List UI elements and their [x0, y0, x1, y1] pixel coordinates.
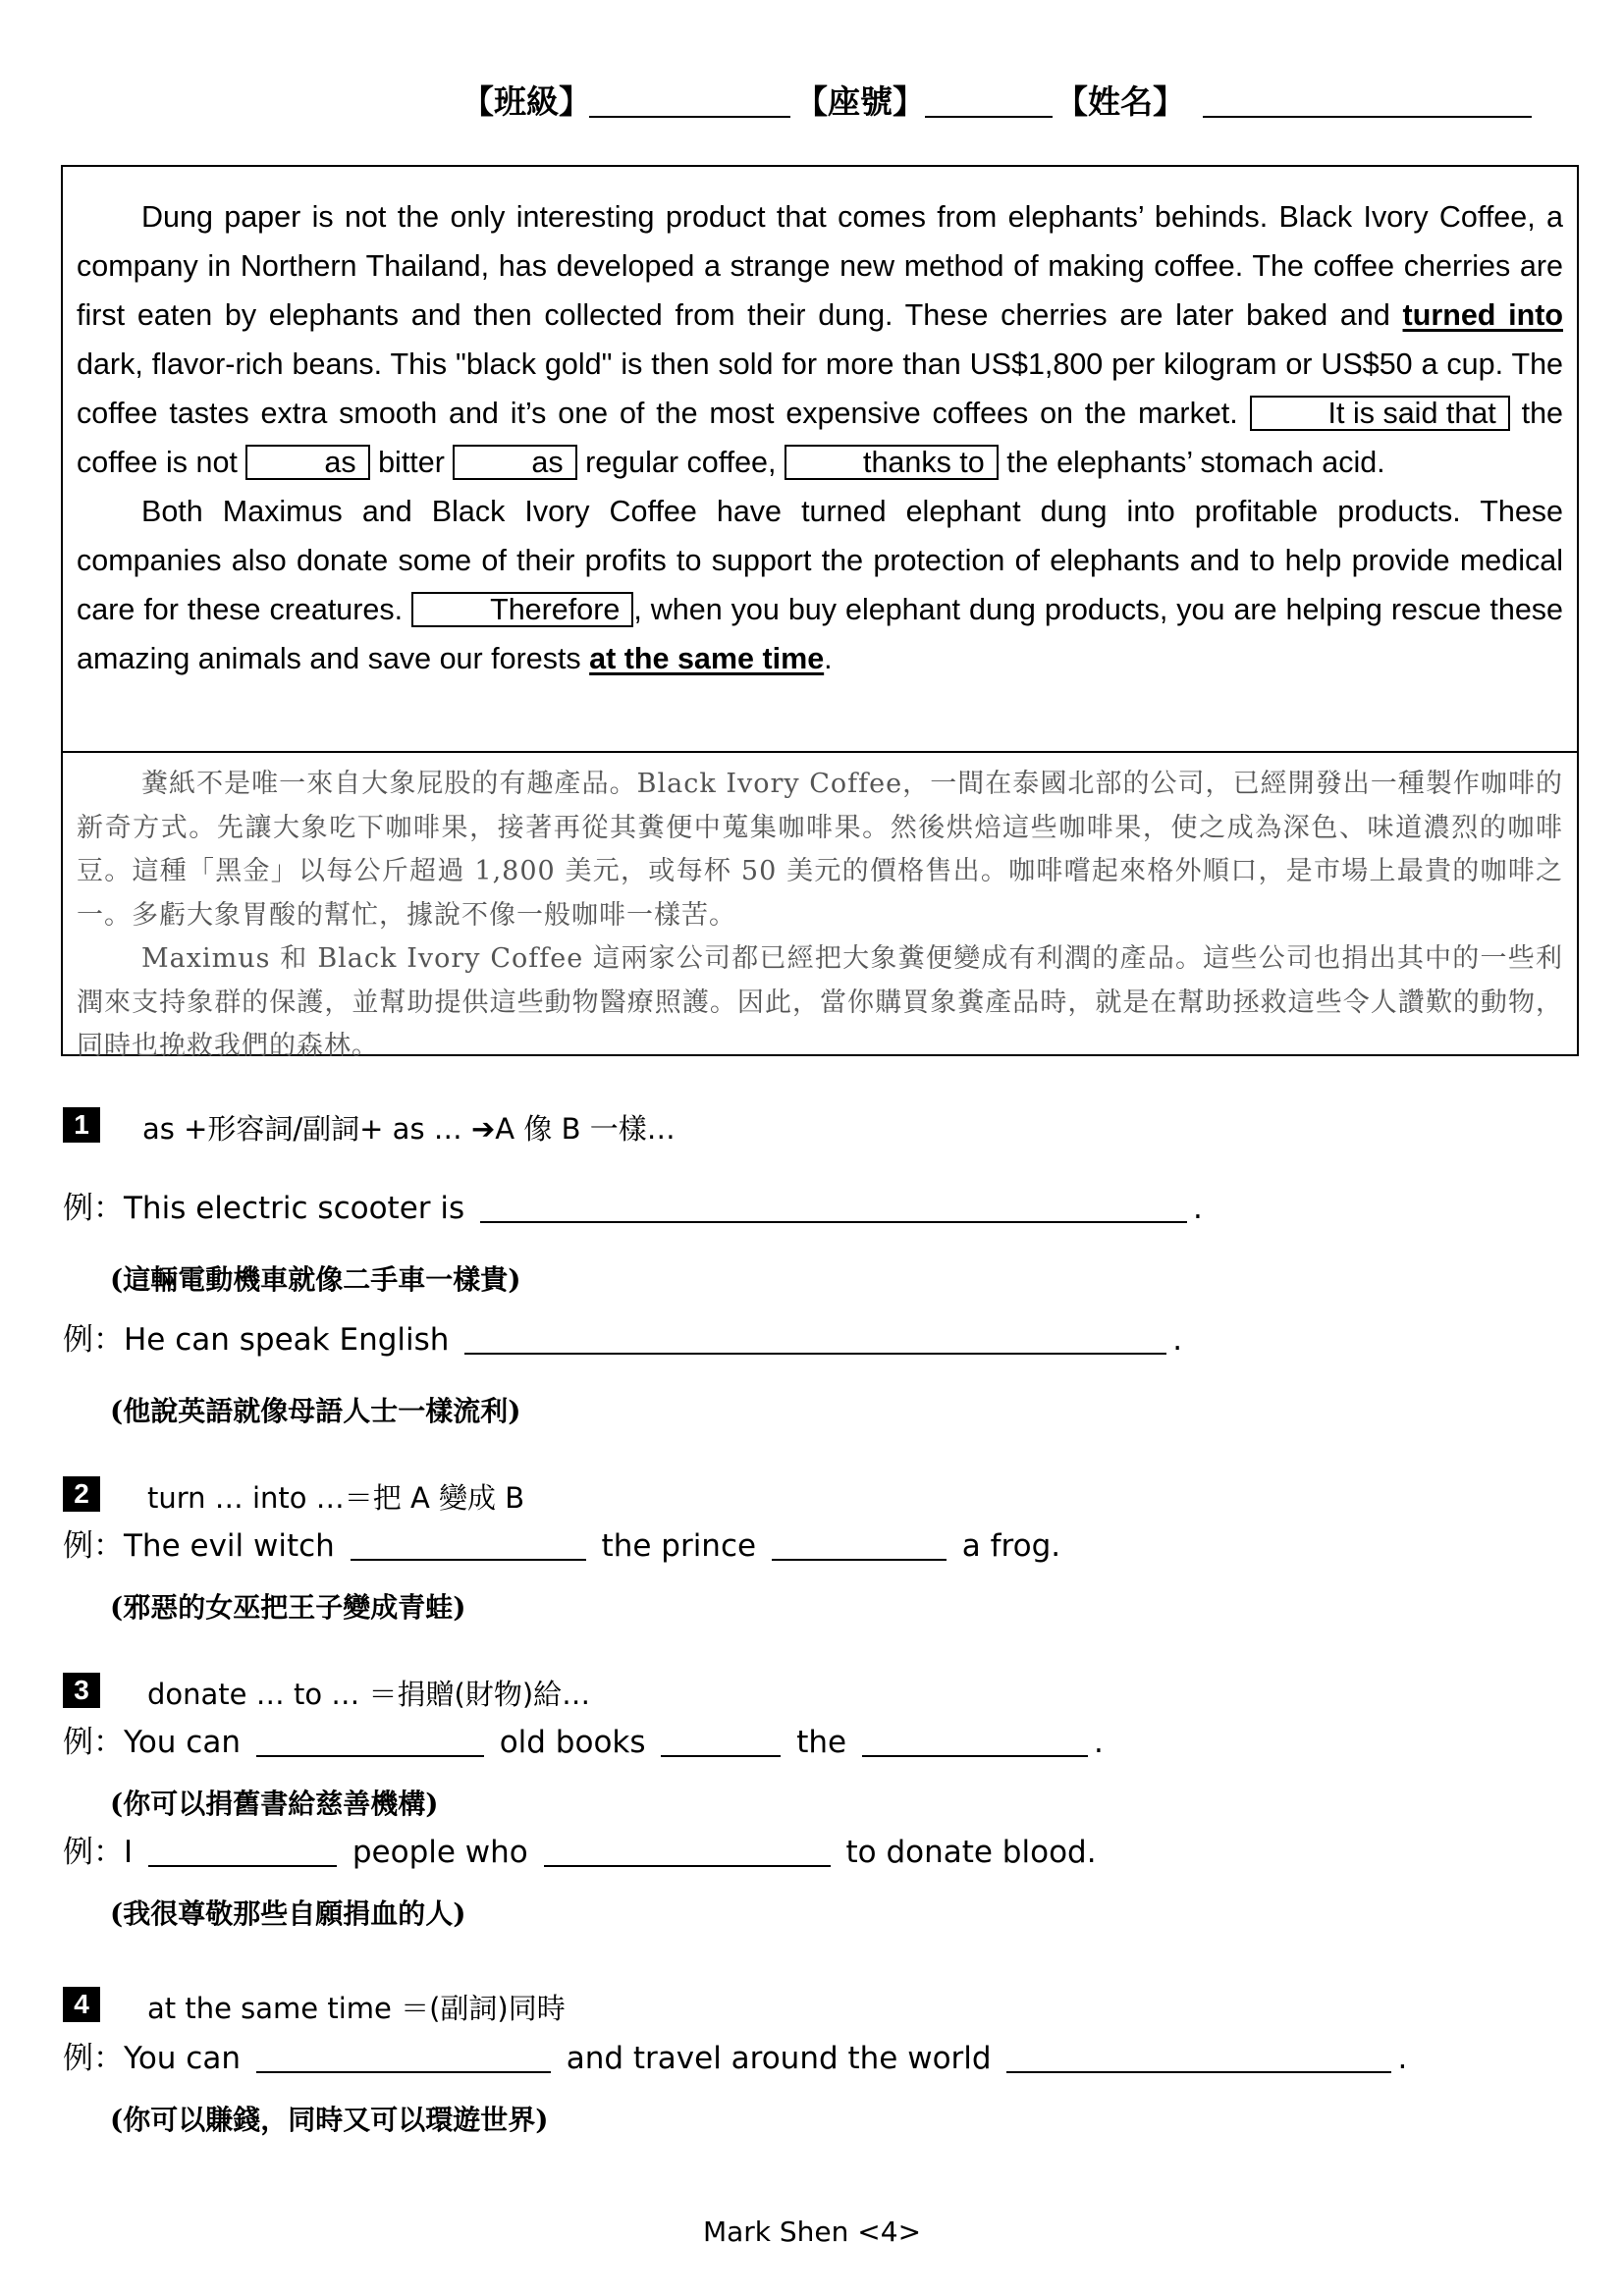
example-prefix: 例：	[63, 1835, 124, 1870]
sentence-text: the	[786, 1725, 856, 1760]
answer-blank[interactable]	[480, 1192, 1187, 1223]
sentence-text: old books	[489, 1725, 656, 1760]
sentence-text: The evil witch	[124, 1528, 345, 1564]
english-paragraph-1	[77, 192, 1563, 487]
seat-label: 【座號】	[795, 82, 925, 121]
class-label: 【班級】	[461, 82, 591, 121]
english-passage	[63, 167, 1577, 753]
class-field[interactable]	[589, 116, 790, 118]
example-prefix: 例：	[63, 1528, 124, 1564]
sentence-text: I	[124, 1835, 142, 1870]
highlight-phrase: at the same time	[589, 642, 825, 675]
example-sentence	[63, 1722, 1104, 1763]
sentence-text: .	[1093, 1725, 1104, 1760]
answer-blank[interactable]	[661, 1726, 781, 1757]
answer-blank[interactable]	[256, 1726, 484, 1757]
reading-passage-box	[61, 165, 1579, 1061]
sentence-text: the prince	[591, 1528, 766, 1564]
answer-blank[interactable]	[464, 1323, 1166, 1355]
example-prefix: 例：	[63, 1322, 124, 1358]
example-prefix: 例：	[63, 1191, 124, 1226]
section-title: at the same time ＝(副詞)同時	[147, 1992, 566, 2025]
chinese-hint: (你可以捐舊書給慈善機構)	[110, 1788, 439, 1820]
example-sentence	[63, 1319, 1182, 1361]
chinese-hint: (邪惡的女巫把王子變成青蛙)	[110, 1591, 466, 1624]
english-paragraph-2	[77, 487, 1563, 683]
seat-field[interactable]	[925, 116, 1053, 118]
text-segment: Both Maximus and Black Ivory Coffee have turned elephant dung into profitable products. These companies also donate some of their profits to support the protection of elephants and to help provide medical care for these creatures.	[77, 495, 1563, 626]
chinese-hint: (你可以賺錢，同時又可以環遊世界)	[110, 2104, 549, 2136]
page-footer: Mark Shen <4>	[702, 2216, 922, 2248]
text-segment: Dung paper is not the only interesting product that comes from elephants’ behinds. Black Ivory Coffee, a company in Northern Thailand, has developed a strange new method of making coffee. The coffee cherries are first eaten by elephants and then collected from their dung. These cherries are later baked and	[77, 200, 1563, 332]
chinese-hint: (他說英語就像母語人士一樣流利)	[110, 1395, 521, 1427]
sentence-text: He can speak English	[124, 1322, 460, 1358]
sentence-text: .	[1397, 2041, 1408, 2076]
name-label: 【姓名】	[1056, 82, 1185, 121]
example-prefix: 例：	[63, 1725, 124, 1760]
section-number-badge: 2	[63, 1476, 100, 1512]
boxed-phrase: Therefore	[411, 592, 633, 627]
example-sentence	[63, 2038, 1407, 2079]
chinese-hint: (我很尊敬那些自願捐血的人)	[110, 1897, 466, 1930]
section-number-badge: 1	[63, 1107, 100, 1143]
answer-blank[interactable]	[772, 1529, 947, 1561]
chinese-paragraph-1: 糞紙不是唯一來自大象屁股的有趣產品。Black Ivory Coffee，一間在泰國北部的公司，已經開發出一種製作咖啡的新奇方式。先讓大象吃下咖啡果，接著再從其糞便中蒐集咖啡果。然後烘焙這些咖啡果，使之成為深色、味道濃烈的咖啡豆。這種「黑金」以每公斤超過 1,800 美元，或每杯 50 美元的價格售出。咖啡嚐起來格外順口，是市場上最貴的咖啡之一。多虧大象胃酸的幫忙，據說不像一般咖啡一樣苦。	[77, 769, 1563, 931]
student-info-header	[461, 77, 1561, 126]
answer-blank[interactable]	[1006, 2042, 1391, 2073]
sentence-text: You can	[124, 2041, 250, 2076]
section-title: turn … into …＝把 A 變成 B	[147, 1481, 525, 1515]
sentence-text: This electric scooter is	[124, 1191, 474, 1226]
section-number-badge: 3	[63, 1673, 100, 1708]
sentence-text: .	[1192, 1191, 1203, 1226]
answer-blank[interactable]	[256, 2042, 551, 2073]
example-sentence	[63, 1832, 1097, 1873]
sentence-text: people who	[343, 1835, 538, 1870]
boxed-phrase: It is said that	[1250, 396, 1510, 431]
boxed-phrase: as	[453, 445, 576, 480]
example-sentence	[63, 1188, 1203, 1229]
answer-blank[interactable]	[544, 1836, 831, 1867]
text-segment: , when you buy elephant dung products, you are helping rescue these amazing animals and save our forests	[77, 593, 1564, 675]
text-segment: dark, flavor-rich beans. This "black gold" is then sold for more than US$1,800 per kilogram or US$50 a cup. The coffee tastes extra smooth and it’s one of the most expensive coffees on the market.	[77, 347, 1563, 430]
boxed-phrase: thanks to	[785, 445, 999, 480]
text-segment: the coffee is not	[77, 397, 1563, 479]
highlight-phrase: turned into	[1402, 298, 1564, 332]
sentence-text: .	[1172, 1322, 1183, 1358]
chinese-hint: (這輛電動機車就像二手車一樣貴)	[110, 1263, 521, 1296]
text-segment: the elephants’ stomach acid.	[998, 446, 1385, 479]
boxed-phrase: as	[245, 445, 369, 480]
answer-blank[interactable]	[351, 1529, 586, 1561]
sentence-text: and travel around the world	[556, 2041, 1001, 2076]
name-field[interactable]	[1203, 116, 1532, 118]
chinese-paragraph-2: Maximus 和 Black Ivory Coffee 這兩家公司都已經把大象糞便變成有利潤的產品。這些公司也捐出其中的一些利潤來支持象群的保護，並幫助提供這些動物醫療照護。因此，當你購買象糞產品時，就是在幫助拯救這些令人讚歎的動物，同時也挽救我們的森林。	[77, 943, 1563, 1061]
section-title: as +形容詞/副詞+ as … ➔A 像 B 一樣…	[142, 1112, 676, 1146]
text-segment: .	[824, 642, 833, 675]
sentence-text: a frog.	[951, 1528, 1061, 1564]
text-segment: bitter	[369, 446, 454, 479]
sentence-text: You can	[124, 1725, 250, 1760]
section-title: donate … to … ＝捐贈(財物)給…	[147, 1678, 591, 1711]
example-sentence	[63, 1525, 1060, 1567]
section-number-badge: 4	[63, 1987, 100, 2022]
answer-blank[interactable]	[148, 1836, 337, 1867]
chinese-translation	[63, 753, 1577, 1069]
sentence-text: to donate blood.	[836, 1835, 1097, 1870]
answer-blank[interactable]	[862, 1726, 1088, 1757]
text-segment: regular coffee,	[576, 446, 785, 479]
example-prefix: 例：	[63, 2041, 124, 2076]
